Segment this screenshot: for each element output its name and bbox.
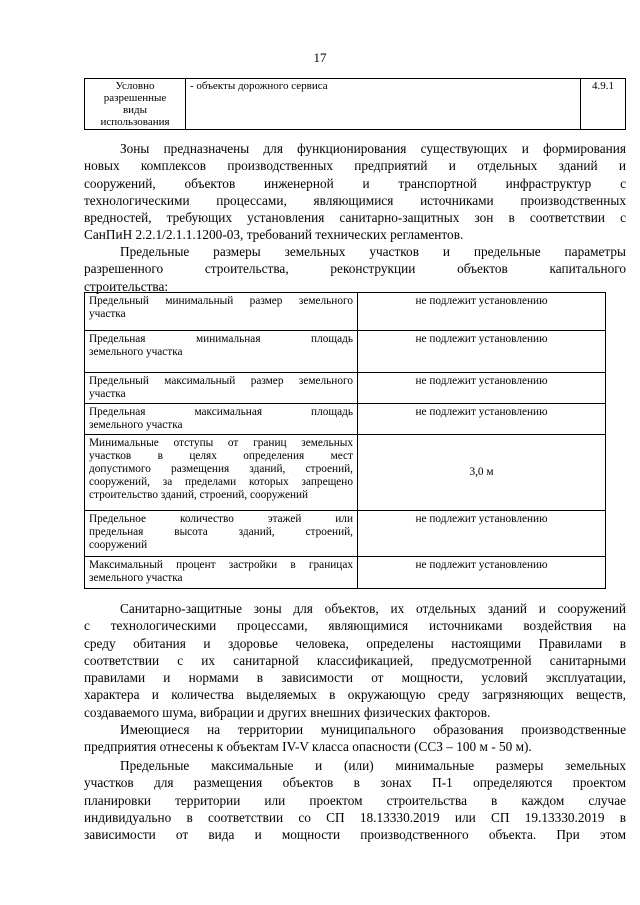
paragraph-limits-intro <box>84 243 626 295</box>
label-line: строительство зданий, строений, сооружений <box>89 489 309 501</box>
parameter-value: не подлежит установлению <box>358 331 606 373</box>
text-line: Санитарно-защитные зоны для объектов, их отдельных зданий и сооружений <box>120 601 626 616</box>
paragraph-zones-purpose <box>84 140 626 244</box>
paragraph-sanitary-zones <box>84 600 626 721</box>
paragraph-size-limits <box>84 757 626 843</box>
label-line: земельного участка <box>89 419 183 431</box>
table-row <box>85 331 606 373</box>
label-line: сооружений, за пределами которых запрещено <box>89 476 353 488</box>
text-line: Предельные максимальные и (или) минимальные размеры земельных <box>120 758 626 773</box>
text-line: сооружений, объектов инженерной и транспортной инфраструктур с <box>84 175 626 191</box>
label-line: участка <box>89 308 126 320</box>
parameter-label <box>85 435 358 511</box>
use-description-cell: - объекты дорожного сервиса <box>186 79 581 130</box>
table-row <box>85 511 606 557</box>
text-line: строительства: <box>84 278 169 294</box>
label-line: Предельный минимальный размер земельного <box>89 295 353 307</box>
label-line: Предельная максимальная площадь <box>89 406 353 418</box>
text-line: предприятия отнесены к объектам IV-V класса опасности (ССЗ – 100 м - 50 м). <box>84 739 532 755</box>
paragraph-hazard-class <box>84 721 626 756</box>
text-line: соответствии с их санитарной классификацией, предусмотренной санитарными <box>84 652 626 668</box>
text-line: разрешенного строительства, реконструкции объектов капитального <box>84 261 626 277</box>
table-row <box>85 557 606 589</box>
parameter-label <box>85 293 358 331</box>
text-line: участков для размещения объектов в зонах П-1 определяются проектом <box>84 775 626 791</box>
use-type-line: Условно <box>115 80 155 92</box>
text-line: новых комплексов производственных предприятий и отдельных зданий и <box>84 158 626 174</box>
label-line: Максимальный процент застройки в границах <box>89 559 353 571</box>
parameter-label <box>85 404 358 435</box>
use-type-cell <box>85 79 186 130</box>
text-line: среду обитания и здоровье человека, определены настоящими Правилами в <box>84 635 626 651</box>
label-line: Предельное количество этажей или <box>89 513 353 525</box>
text-line: технологическими процессами, являющимися источниками производственных <box>84 192 626 208</box>
table-row <box>85 404 606 435</box>
use-type-line: виды <box>122 104 148 116</box>
parameter-value: не подлежит установлению <box>358 373 606 404</box>
label-line: Предельный максимальный размер земельного <box>89 375 353 387</box>
label-line: участков в целях определения мест <box>89 450 353 462</box>
label-line: предельная высота зданий, строений, <box>89 526 353 538</box>
page-number: 17 <box>313 50 327 65</box>
parameter-label <box>85 511 358 557</box>
parameter-value: не подлежит установлению <box>358 293 606 331</box>
parameter-label <box>85 557 358 589</box>
label-line: Минимальные отступы от границ земельных <box>89 437 353 449</box>
label-line: допустимого размещения зданий, строений, <box>89 463 353 475</box>
text-line: зависимости от вида и мощности производственного объекта. При этом <box>84 827 626 843</box>
table-row <box>85 79 626 130</box>
label-line: земельного участка <box>89 572 183 584</box>
label-line: участка <box>89 388 126 400</box>
text-line: СанПиН 2.2.1/2.1.1.1200-03, требований технических регламентов. <box>84 227 464 243</box>
use-type-line: разрешенные <box>103 92 167 104</box>
text-line: вредностей, требующих установления санитарно-защитных зон в соответствии с <box>84 210 626 226</box>
table-row <box>85 293 606 331</box>
parameter-label <box>85 373 358 404</box>
permitted-use-table <box>84 78 626 130</box>
text-line: создаваемого шума, вибрации и других внешних физических факторов. <box>84 704 491 720</box>
use-type-line: использования <box>100 116 170 128</box>
text-line: Предельные размеры земельных участков и предельные параметры <box>120 244 626 259</box>
text-line: Зоны предназначены для функционирования существующих и формирования <box>120 141 626 156</box>
text-line: характера и количества выделяемых в окружающую среду загрязняющих веществ, <box>84 687 626 703</box>
table-row <box>85 435 606 511</box>
text-line: с технологическими процессами, являющимися источниками воздействия на <box>84 618 626 634</box>
label-line: земельного участка <box>89 346 183 358</box>
text-line: планировки территории или проектом строительства в каждом случае <box>84 792 626 808</box>
parameter-value: 3,0 м <box>358 435 606 511</box>
parameter-value: не подлежит установлению <box>358 404 606 435</box>
parameter-label <box>85 331 358 373</box>
label-line: сооружений <box>89 539 148 551</box>
text-line: Имеющиеся на территории муниципального образования производственные <box>120 722 626 737</box>
table-row <box>85 373 606 404</box>
text-line: правилами и нормами в зависимости от мощности, условий эксплуатации, <box>84 670 626 686</box>
parameter-value: не подлежит установлению <box>358 557 606 589</box>
parameter-value: не подлежит установлению <box>358 511 606 557</box>
limits-parameters-table <box>84 292 606 589</box>
text-line: индивидуально в соответствии со СП 18.13330.2019 или СП 19.13330.2019 в <box>84 809 626 825</box>
label-line: Предельная минимальная площадь <box>89 333 353 345</box>
use-code-cell: 4.9.1 <box>581 79 626 130</box>
